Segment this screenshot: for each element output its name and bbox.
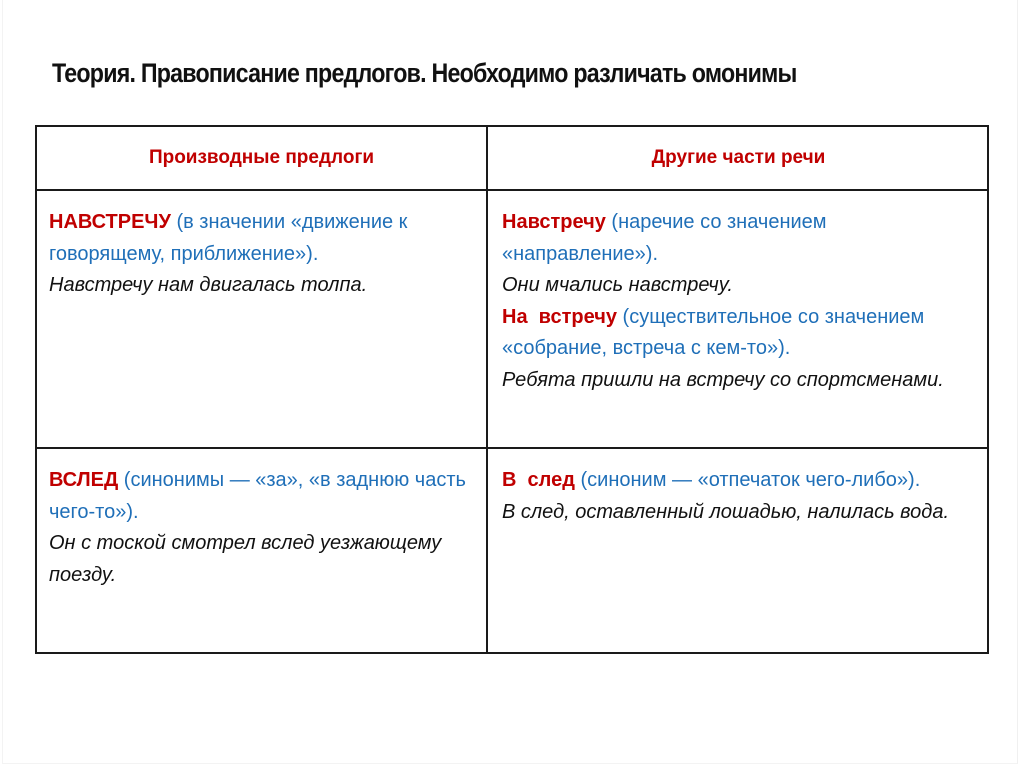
cell-vsled-preposition bbox=[49, 465, 479, 591]
term: Навстречу bbox=[502, 211, 606, 233]
example-sentence: Он с тоской смотрел вслед уезжающему поезду. bbox=[49, 532, 442, 586]
cell-navstrechu-preposition bbox=[49, 207, 479, 302]
example-sentence: В след, оставленный лошадью, налилась вода. bbox=[502, 500, 950, 523]
gloss: (существительное со значением «собрание, встреча с кем-то»). bbox=[502, 305, 925, 359]
row-divider bbox=[37, 447, 987, 449]
term: ВСЛЕД bbox=[49, 469, 119, 491]
header-derived-prepositions: Производные предлоги bbox=[148, 147, 375, 168]
slide-title: Теория. Правописание предлогов. Необходимо различать омонимы bbox=[52, 58, 797, 88]
cell-navstrechu-other bbox=[502, 207, 982, 396]
term: В след bbox=[502, 469, 575, 491]
gloss: (наречие со значением «направление»). bbox=[502, 211, 827, 265]
column-divider bbox=[486, 127, 488, 652]
header-other-parts-of-speech: Другие части речи bbox=[651, 147, 826, 168]
example-sentence: Ребята пришли на встречу со спортсменами. bbox=[502, 368, 944, 391]
example-sentence: Навстречу нам двигалась толпа. bbox=[49, 274, 368, 296]
gloss: (синоним — «отпечаток чего-либо»). bbox=[574, 469, 921, 491]
term: НАВСТРЕЧУ bbox=[49, 211, 171, 233]
homonyms-table bbox=[35, 125, 989, 654]
example-sentence: Они мчались навстречу. bbox=[502, 274, 733, 296]
gloss: (в значении «движение к говорящему, приближение»). bbox=[49, 211, 408, 265]
gloss: (синонимы — «за», «в заднюю часть чего-то»). bbox=[49, 469, 466, 523]
header-divider bbox=[37, 189, 987, 191]
term: На встречу bbox=[502, 305, 617, 328]
cell-v-sled-other bbox=[502, 465, 982, 528]
